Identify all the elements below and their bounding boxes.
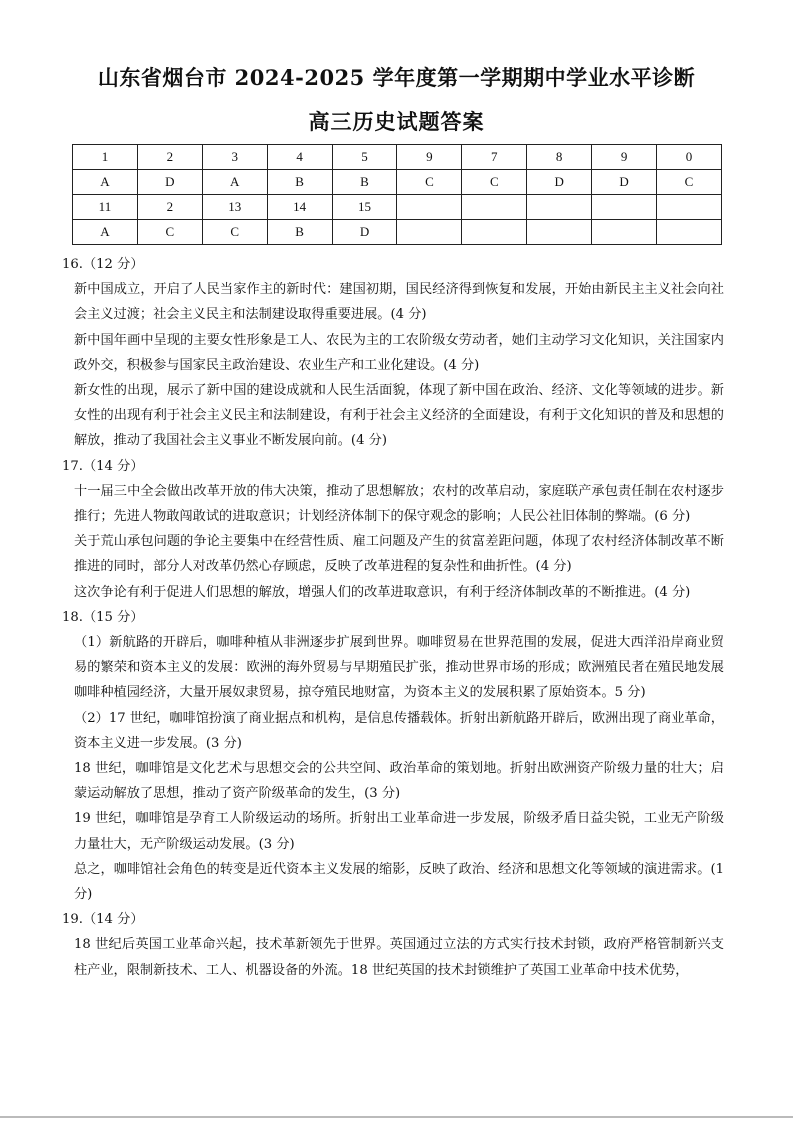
answer-table-cell: C [657,170,722,195]
answer-paragraph: 新女性的出现，展示了新中国的建设成就和人民生活面貌，体现了新中国在政治、经济、文化等领域的进步。新女性的出现有利于社会主义民主和法制建设，有利于社会主义经济的全面建设，有利于文化知识的普及和思想的解放，推动了我国社会主义事业不断发展向前。(4 分) [74,383,724,449]
answer-table-cell: 14 [267,195,332,220]
answer-table-cell: A [73,220,138,245]
answer-table-cell: C [462,170,527,195]
answer-paragraph: 18 世纪后英国工业革命兴起，技术革新领先于世界。英国通过立法的方式实行技术封锁，政府严格管制新兴支柱产业，限制新技术、工人、机器设备的外流。18 世纪英国的技术封锁维护了英国工业革命中技术优势， [74,937,724,978]
answer-table-cell: B [332,170,397,195]
answer-table-cell: 11 [73,195,138,220]
answer-table-cell: 2 [137,195,202,220]
answer-table-cell: A [73,170,138,195]
answer-paragraph: 新中国成立，开启了人民当家作主的新时代：建国初期，国民经济得到恢复和发展，开始由新民主主义社会向社会主义过渡；社会主义民主和法制建设取得重要进展。(4 分) [74,282,724,323]
answer-table-cell: 9 [592,145,657,170]
answer-table-cell: B [267,170,332,195]
question-heading: 18.（15 分） [62,609,144,625]
answer-table-cell: 7 [462,145,527,170]
answer-table [72,144,722,245]
answer-table-cell: 0 [657,145,722,170]
answer-table-cell: D [527,170,592,195]
answer-table-row [73,145,722,170]
answer-table-cell [592,220,657,245]
answer-table-cell: B [267,220,332,245]
answer-table-row [73,195,722,220]
answer-table-cell: D [332,220,397,245]
answer-table-cell: A [202,170,267,195]
answer-table-row [73,170,722,195]
answer-table-cell: C [137,220,202,245]
answer-table-cell: 15 [332,195,397,220]
answer-table-cell: 3 [202,145,267,170]
answer-table-cell: D [592,170,657,195]
answer-body [62,252,724,983]
page-bottom-divider [0,1116,793,1118]
question-heading: 16.（12 分） [62,257,144,272]
answer-paragraph: 总之，咖啡馆社会角色的转变是近代资本主义发展的缩影，反映了政治、经济和思想文化等领域的演进需求。(1 分) [74,861,724,903]
question-heading: 17.（14 分） [62,458,144,474]
answer-paragraph: 关于荒山承包问题的争论主要集中在经营性质、雇工问题及产生的贫富差距问题，体现了农村经济体制改革不断推进的同时，部分人对改革仍然心存顾虑，反映了改革进程的复杂性和曲折性。(4 分) [74,534,724,575]
answer-table-cell: D [137,170,202,195]
answer-table-cell: C [202,220,267,245]
answer-paragraph: 新中国年画中呈现的主要女性形象是工人、农民为主的工农阶级女劳动者，她们主动学习文化知识，关注国家内政外交，积极参与国家民主政治建设、农业生产和工业化建设。(4 分) [74,332,724,373]
answer-table-cell [527,220,592,245]
answer-table-cell [527,195,592,220]
answer-table-cell: 4 [267,145,332,170]
document-subtitle: 高三历史试题答案 [308,109,485,134]
answer-table-cell [397,220,462,245]
answer-table-cell [462,220,527,245]
answer-table-cell: C [397,170,462,195]
answer-table-row [73,220,722,245]
answer-table-cell: 1 [73,145,138,170]
answer-paragraph: （1）新航路的开辟后，咖啡种植从非洲逐步扩展到世界。咖啡贸易在世界范围的发展，促进大西洋沿岸商业贸易的繁荣和资本主义的发展：欧洲的海外贸易与早期殖民扩张，推动世界市场的形成；欧洲殖民者在殖民地发展咖啡种植园经济，大量开展奴隶贸易，掠夺殖民地财富，为资本主义的发展积累了原始资本。5 分) [74,635,724,701]
answer-table-cell [397,195,462,220]
answer-table-cell: 9 [397,145,462,170]
question-heading: 19.（14 分） [62,912,144,928]
answer-table-cell [592,195,657,220]
answer-table-cell: 13 [202,195,267,220]
answer-table-cell [657,220,722,245]
answer-paragraph: 18 世纪，咖啡馆是文化艺术与思想交会的公共空间、政治革命的策划地。折射出欧洲资产阶级力量的壮大；启蒙运动解放了思想，推动了资产阶级革命的发生，(3 分) [74,761,724,802]
answer-table-cell [657,195,722,220]
answer-paragraph: （2）17 世纪，咖啡馆扮演了商业据点和机构，是信息传播载体。折射出新航路开辟后，欧洲出现了商业革命，资本主义进一步发展。(3 分) [74,710,724,751]
answer-table-cell: 5 [332,145,397,170]
answer-table-cell: 2 [137,145,202,170]
answer-table-cell [462,195,527,220]
answer-paragraph: 19 世纪，咖啡馆是孕育工人阶级运动的场所。折射出工业革命进一步发展，阶级矛盾日益尖锐，工业无产阶级力量壮大，无产阶级运动发展。(3 分) [74,811,724,852]
answer-paragraph: 这次争论有利于促进人们思想的解放，增强人们的改革进取意识，有利于经济体制改革的不断推进。(4 分) [74,584,691,600]
answer-paragraph: 十一届三中全会做出改革开放的伟大决策，推动了思想解放；农村的改革启动，家庭联产承包责任制在农村逐步推行；先进人物敢闯敢试的进取意识；计划经济体制下的保守观念的影响；人民公社旧体制的弊端。(6 分) [74,483,724,525]
document-title: 山东省烟台市 2024-2025 学年度第一学期期中学业水平诊断 [97,65,696,90]
answer-table-cell: 8 [527,145,592,170]
